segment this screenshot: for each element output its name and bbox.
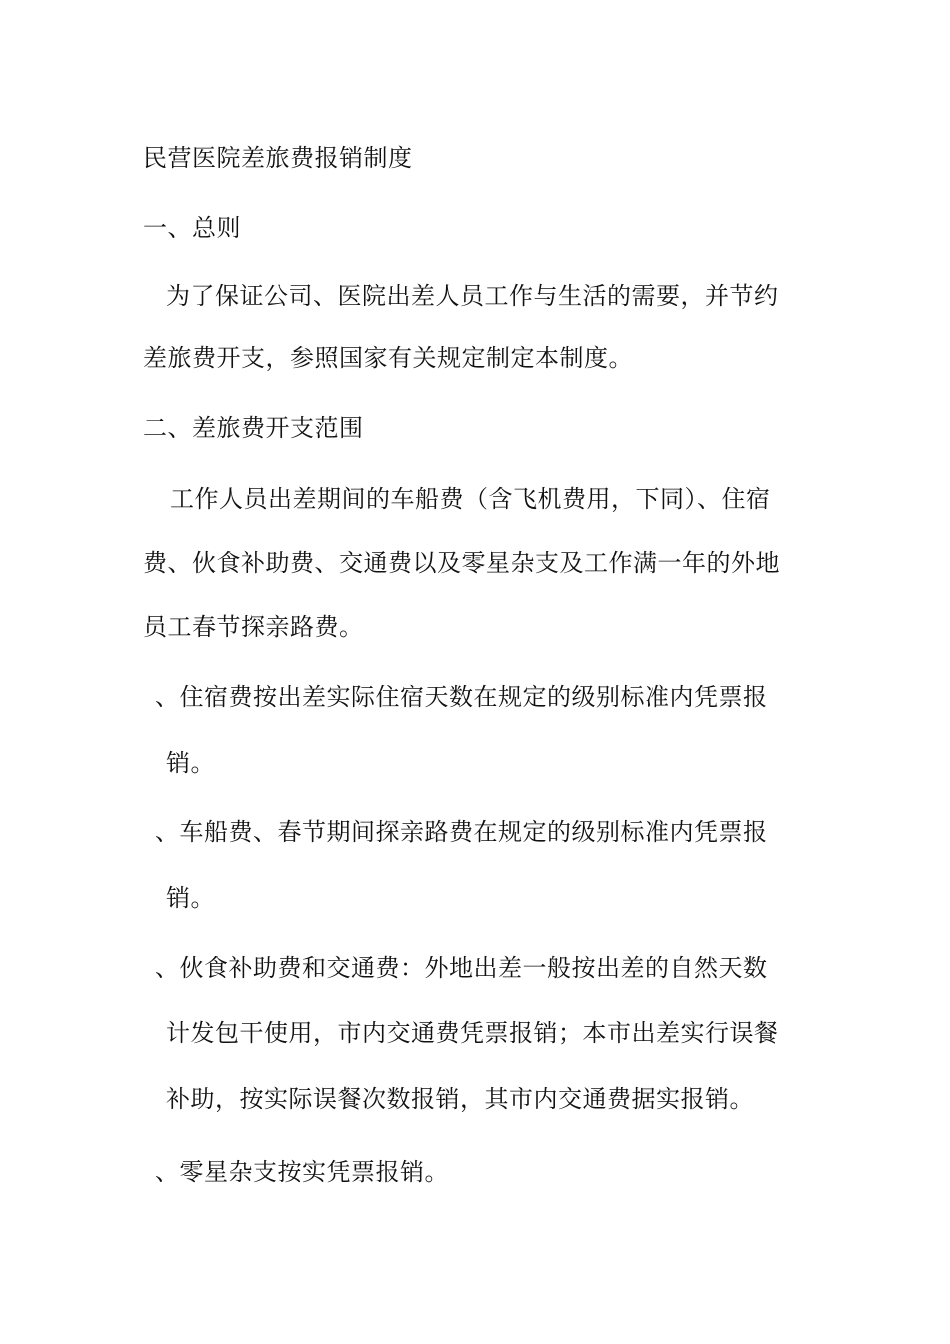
list-item-3-line-1: 、伙食补助费和交通费：外地出差一般按出差的自然天数 [155, 954, 768, 982]
section-heading-general: 一、总则 [143, 214, 241, 242]
list-item-2-line-1: 、车船费、春节期间探亲路费在规定的级别标准内凭票报 [155, 818, 768, 846]
list-item-1-line-2: 销。 [166, 749, 215, 777]
general-paragraph-line-1: 为了保证公司、医院出差人员工作与生活的需要，并节约 [166, 282, 779, 310]
list-item-1-line-1: 、住宿费按出差实际住宿天数在规定的级别标准内凭票报 [155, 683, 768, 711]
scope-paragraph-line-3: 员工春节探亲路费。 [143, 613, 364, 641]
list-item-4-line-1: 、零星杂支按实凭票报销。 [155, 1158, 449, 1186]
general-paragraph-line-2: 差旅费开支，参照国家有关规定制定本制度。 [143, 344, 633, 372]
scope-paragraph-line-1: 工作人员出差期间的车船费（含飞机费用，下同）、住宿 [170, 485, 771, 513]
list-item-2-line-2: 销。 [166, 884, 215, 912]
section-heading-scope: 二、差旅费开支范围 [143, 414, 364, 442]
list-item-3-line-2: 计发包干使用，市内交通费凭票报销；本市出差实行误餐 [166, 1019, 779, 1047]
scope-paragraph-line-2: 费、伙食补助费、交通费以及零星杂支及工作满一年的外地 [143, 549, 780, 577]
document-title: 民营医院差旅费报销制度 [143, 144, 413, 172]
list-item-3-line-3: 补助，按实际误餐次数报销，其市内交通费据实报销。 [166, 1085, 754, 1113]
